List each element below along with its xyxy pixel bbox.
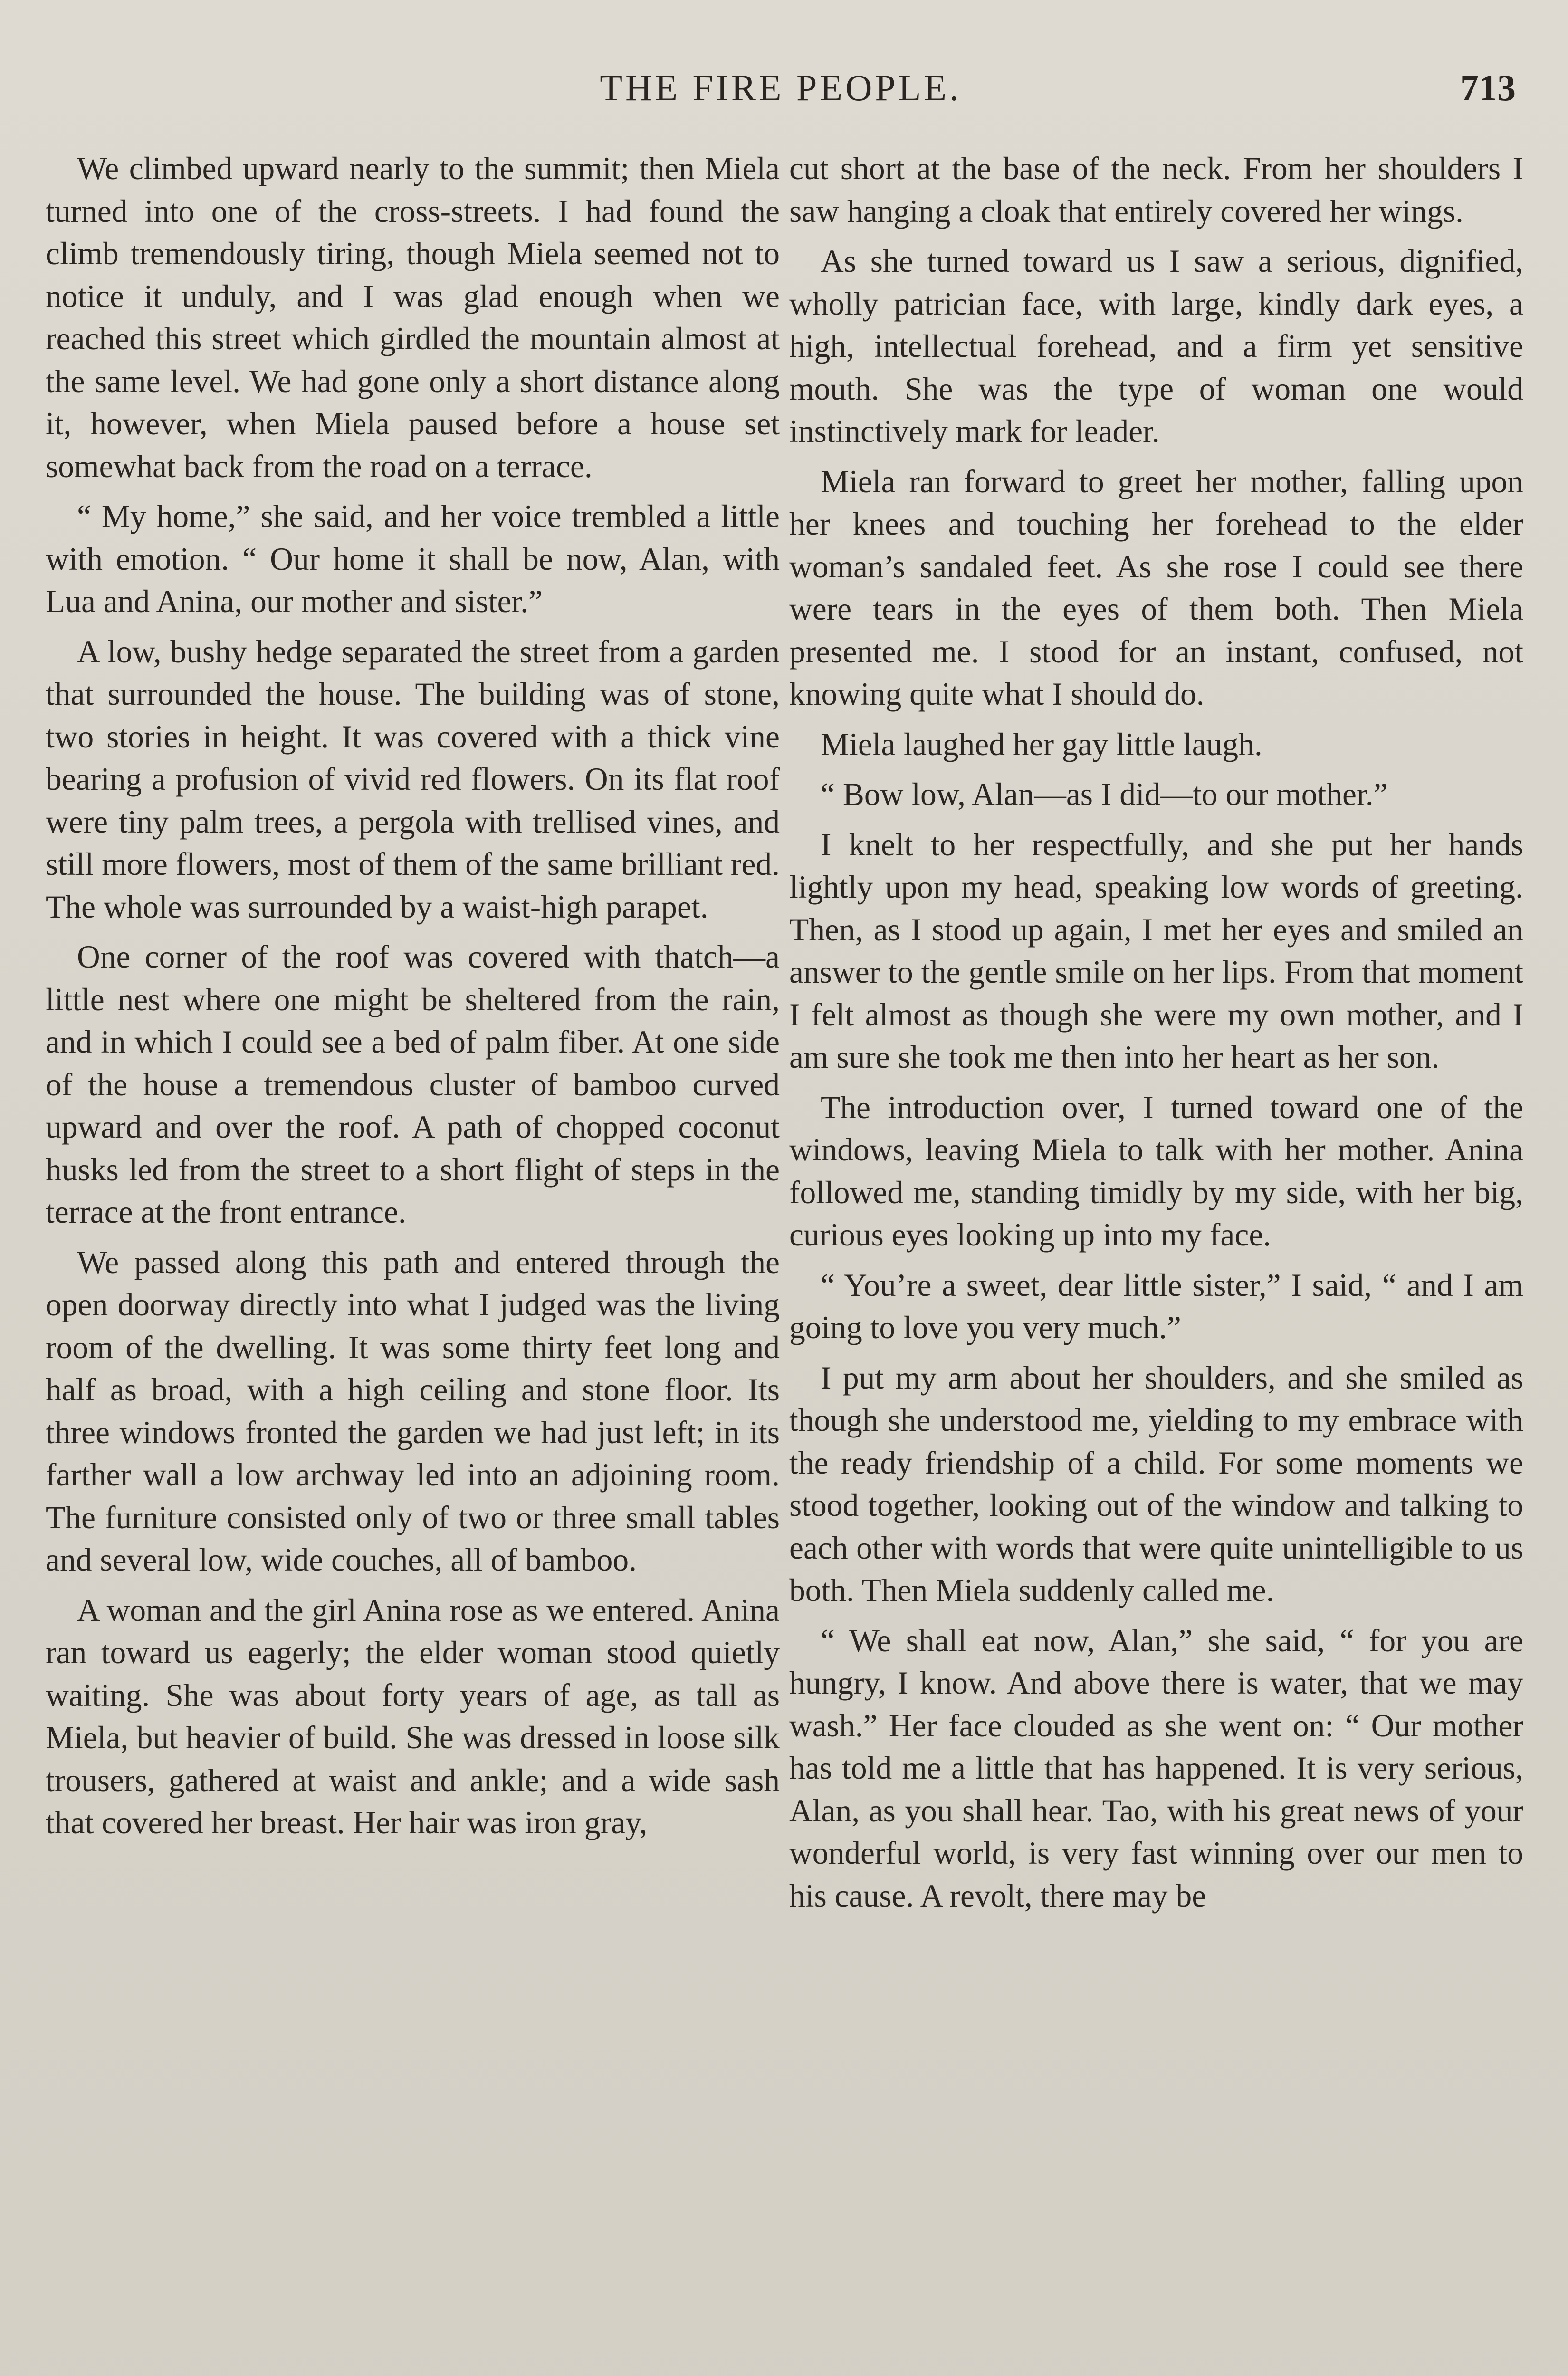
paragraph: As she turned toward us I saw a serious, dignified, wholly patrician face, with large, kindly dark eyes, a high, intellectual forehead, and a firm yet sensitive mouth. She was the type of woman one would instinctively mark for leader. xyxy=(789,243,1523,449)
left-column xyxy=(46,147,780,1852)
running-head xyxy=(46,57,1516,114)
paragraph: Miela ran forward to greet her mother, falling upon her knees and touching her forehead to the elder woman’s sandaled feet. As she rose I could see there were tears in the eyes of them both. Then Miela presented me. I stood for an instant, confused, not knowing quite what I should do. xyxy=(789,463,1523,712)
right-column xyxy=(789,147,1523,1925)
paragraph: We passed along this path and entered through the open doorway directly into what I judged was the living room of the dwelling. It was some thirty feet long and half as broad, with a high ceiling and stone floor. Its three windows fronted the garden we had just left; in its farther wall a low archway led into an adjoining room. The furniture consisted only of two or three small tables and several low, wide couches, all of bamboo. xyxy=(46,1244,780,1578)
paragraph: “ My home,” she said, and her voice trembled a little with emotion. “ Our home it shall be now, Alan, with Lua and Anina, our mother and sister.” xyxy=(46,498,780,619)
paragraph: Miela laughed her gay little laugh. xyxy=(821,726,1262,762)
page-number: 713 xyxy=(1460,67,1516,108)
paragraph: We climbed upward nearly to the summit; then Miela turned into one of the cross-streets. I had found the climb tremendously tiring, though Miela seemed not to notice it unduly, and I was glad enough when we reached this street which girdled the mountain almost at the same level. We had gone only a short distance along it, however, when Miela paused before a house set somewhat back from the road on a terrace. xyxy=(46,151,780,484)
paragraph: A woman and the girl Anina rose as we entered. Anina ran toward us eagerly; the elder woman stood quietly waiting. She was about forty years of age, as tall as Miela, but heavier of build. She was dressed in loose silk trousers, gathered at waist and ankle; and a wide sash that covered her breast. Her hair was iron gray, xyxy=(46,1592,780,1840)
running-title: THE FIRE PEOPLE. xyxy=(600,67,962,108)
paragraph: “ Bow low, Alan—as I did—to our mother.” xyxy=(821,776,1388,812)
paragraph-continued: cut short at the base of the neck. From her shoulders I saw hanging a cloak that entirely covered her wings. xyxy=(789,151,1523,229)
paragraph: A low, bushy hedge separated the street from a garden that surrounded the house. The building was of stone, two stories in height. It was covered with a thick vine bearing a profusion of vivid red flowers. On its flat roof were tiny palm trees, a pergola with trellised vines, and still more flowers, most of them of the same brilliant red. The whole was surrounded by a waist-high parapet. xyxy=(46,633,780,925)
paragraph: “ You’re a sweet, dear little sister,” I said, “ and I am going to love you very much.” xyxy=(789,1267,1523,1345)
paragraph: I put my arm about her shoulders, and she smiled as though she understood me, yielding to my embrace with the ready friendship of a child. For some moments we stood together, looking out of the window and talking to each other with words that were quite unintelligible to us both. Then Miela suddenly called me. xyxy=(789,1360,1523,1608)
paragraph: I knelt to her respectfully, and she put her hands lightly upon my head, speaking low words of greeting. Then, as I stood up again, I met her eyes and smiled an answer to the gentle smile on her lips. From that moment I felt almost as though she were my own mother, and I am sure she took me then into her heart as her son. xyxy=(789,826,1523,1075)
paragraph: One corner of the roof was covered with thatch—a little nest where one might be sheltered from the rain, and in which I could see a bed of palm fiber. At one side of the house a tremendous cluster of bamboo curved upward and over the roof. A path of chopped coconut husks led from the street to a short flight of steps in the terrace at the front entrance. xyxy=(46,939,780,1230)
paragraph: “ We shall eat now, Alan,” she said, “ for you are hungry, I know. And above there is water, that we may wash.” Her face clouded as she went on: “ Our mother has told me a little that has happened. It is very serious, Alan, as you shall hear. Tao, with his great news of your wonderful world, is very fast winning over our men to his cause. A revolt, there may be xyxy=(789,1622,1523,1914)
paragraph: The introduction over, I turned toward one of the windows, leaving Miela to talk with her mother. Anina followed me, standing timidly by my side, with her big, curious eyes looking up into my face. xyxy=(789,1089,1523,1253)
